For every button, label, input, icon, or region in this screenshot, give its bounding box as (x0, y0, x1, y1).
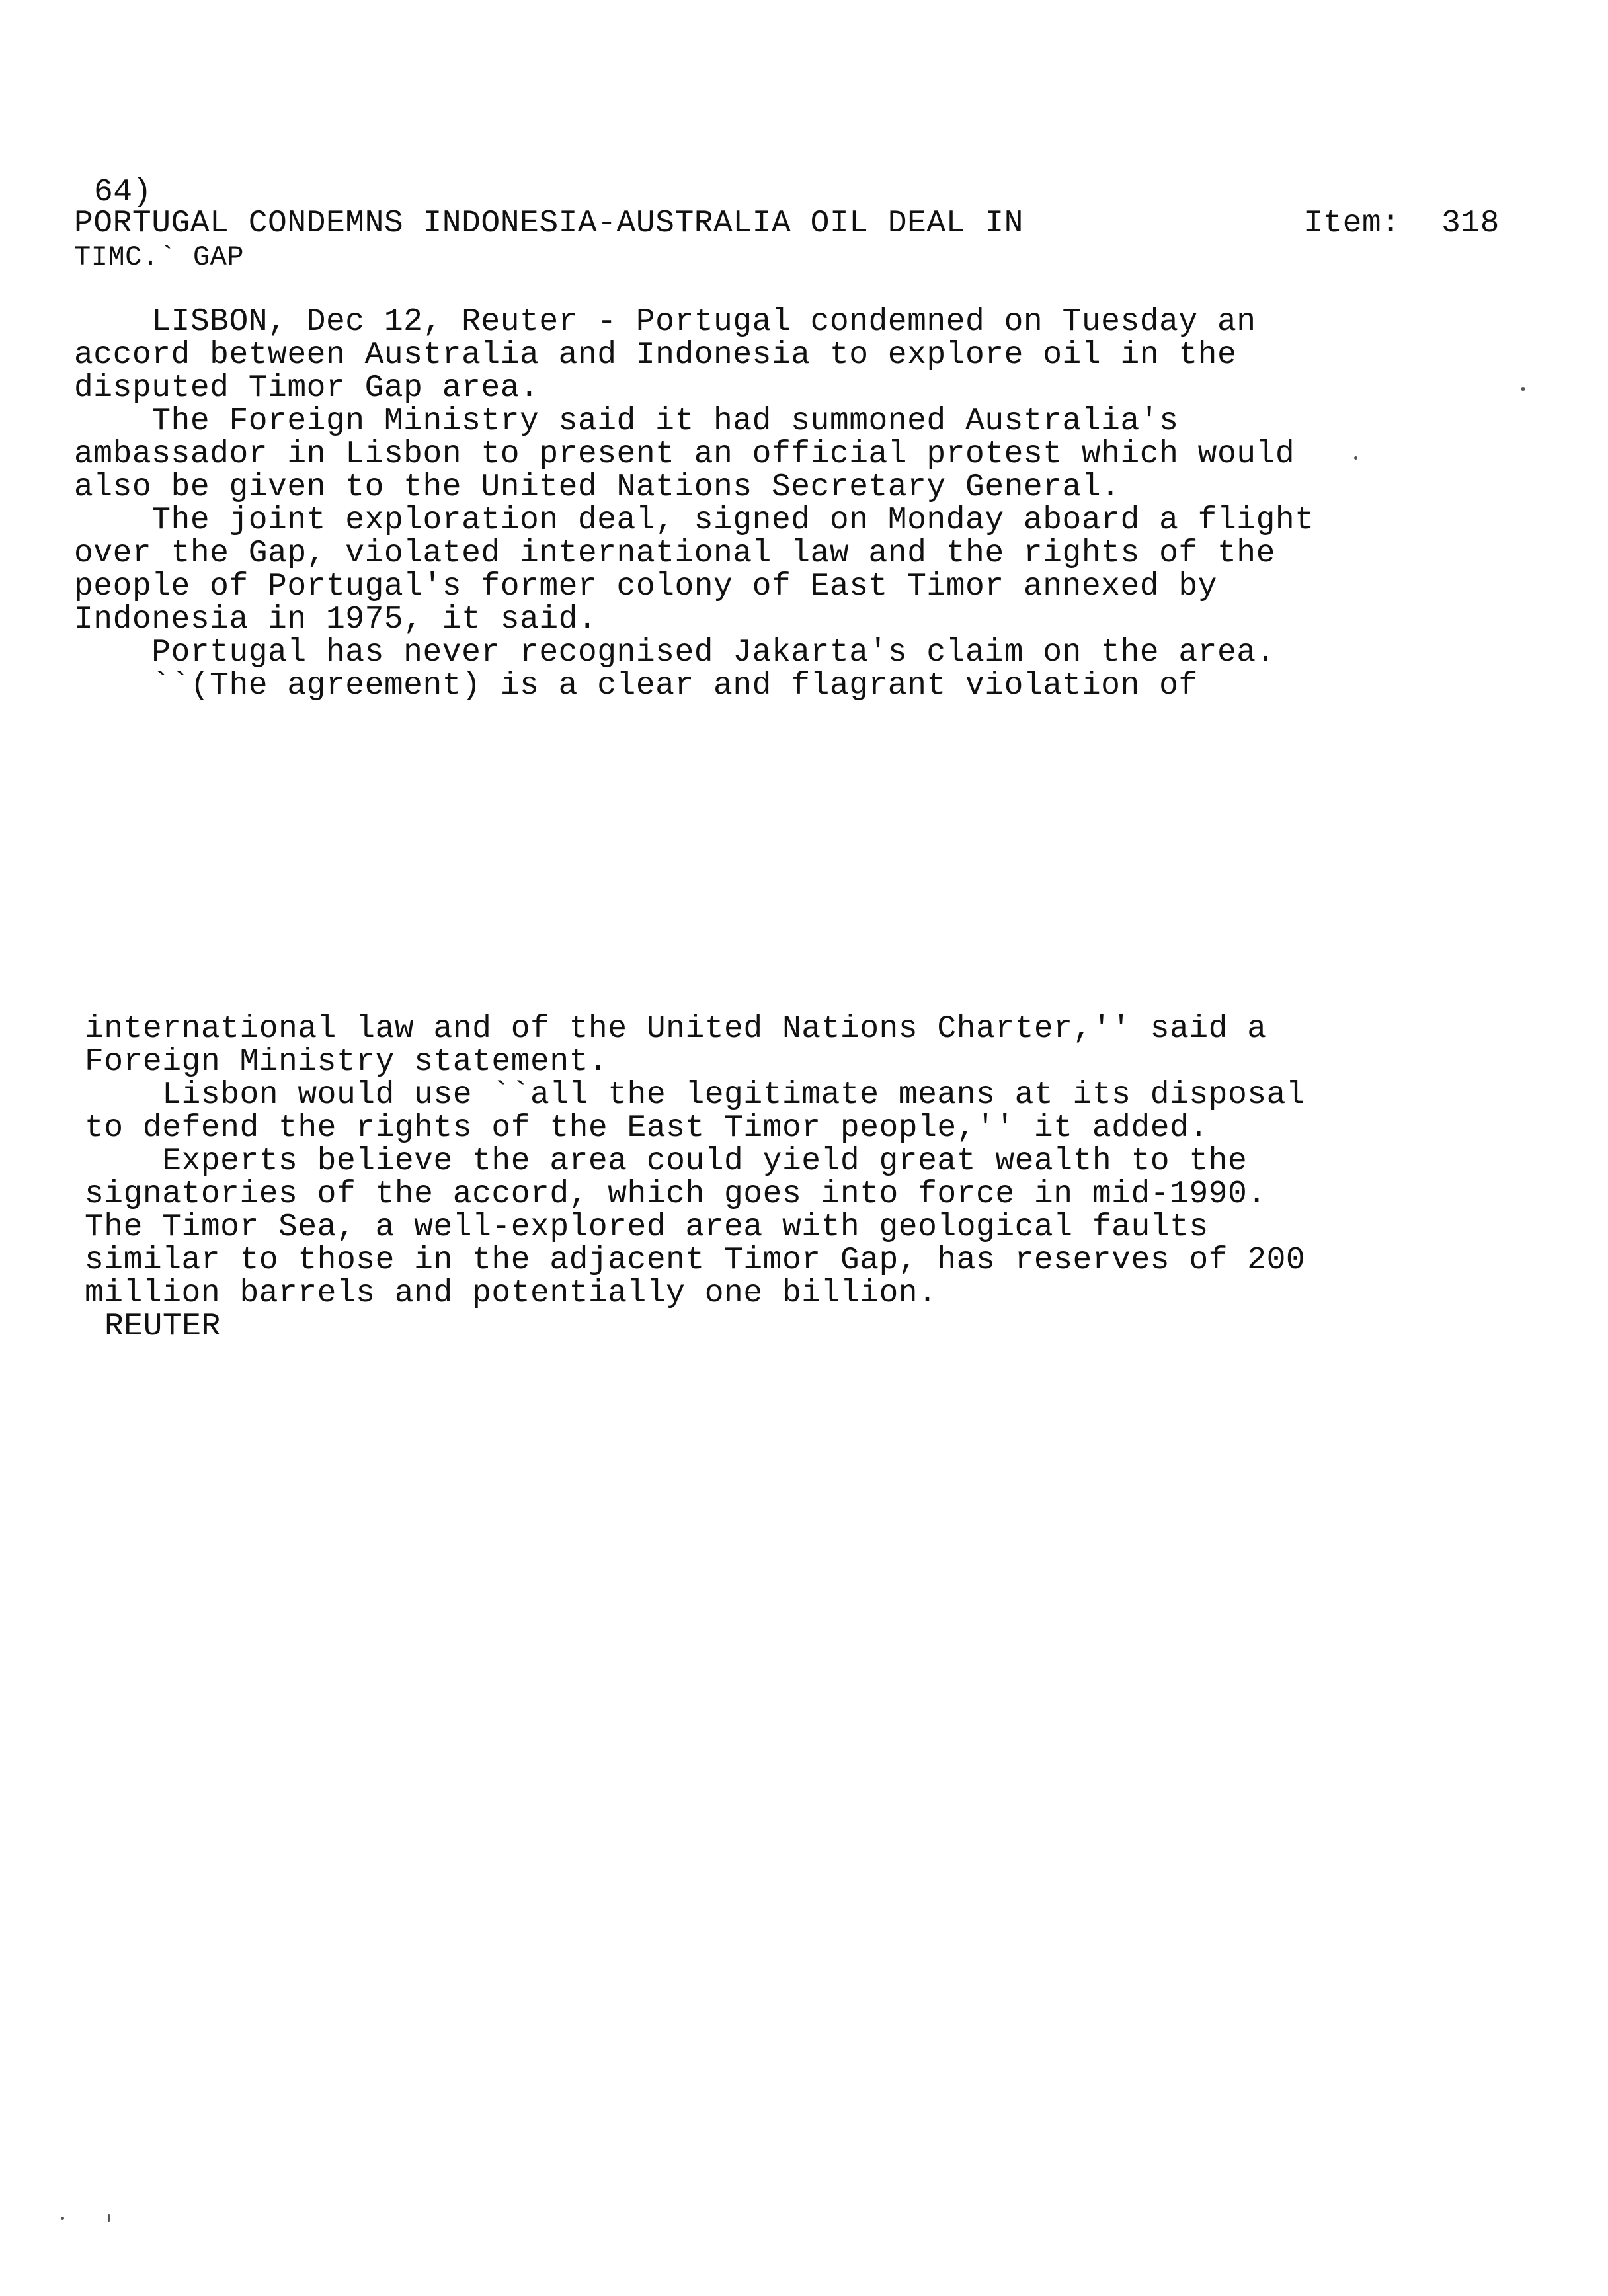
body-line: Portugal has never recognised Jakarta's claim on the area. (74, 635, 1275, 671)
body-line: Lisbon would use ``all the legitimate means at its disposal (85, 1077, 1306, 1113)
body-line: Indonesia in 1975, it said. (74, 602, 598, 637)
body-line: Foreign Ministry statement. (85, 1044, 608, 1080)
body-line: international law and of the United Nations Charter,'' said a (85, 1011, 1267, 1047)
scan-speck (108, 2214, 110, 2222)
item-label: Item: (1304, 206, 1401, 241)
body-line: people of Portugal's former colony of East Timor annexed by (74, 569, 1217, 604)
body-line: ambassador in Lisbon to present an official protest which would (74, 436, 1295, 472)
headline-line-2: TIMC.` GAP (74, 241, 245, 273)
body-line: The Timor Sea, a well-explored area with geological faults (85, 1210, 1209, 1245)
body-line: disputed Timor Gap area. (74, 370, 540, 406)
item-sequence-number: 64) (94, 175, 152, 210)
article-body-part-1 (74, 306, 1314, 702)
body-line: also be given to the United Nations Secretary General. (74, 470, 1121, 505)
body-line: over the Gap, violated international law and the rights of the (74, 536, 1275, 571)
body-line: The joint exploration deal, signed on Monday aboard a flight (74, 503, 1314, 538)
body-line: accord between Australia and Indonesia to explore oil in the (74, 337, 1237, 373)
body-line: LISBON, Dec 12, Reuter - Portugal condemned on Tuesday an (74, 304, 1256, 340)
article-body-part-2 (85, 1012, 1305, 1310)
headline-line-1: PORTUGAL CONDEMNS INDONESIA-AUSTRALIA OIL DEAL IN (74, 206, 1024, 241)
reuter-signoff: REUTER (104, 1309, 221, 1344)
scan-speck (1354, 456, 1357, 460)
body-line: ``(The agreement) is a clear and flagrant violation of (74, 668, 1198, 704)
body-line: to defend the rights of the East Timor people,'' it added. (85, 1110, 1209, 1146)
body-line: similar to those in the adjacent Timor Gap, has reserves of 200 (85, 1243, 1306, 1278)
body-line: The Foreign Ministry said it had summoned Australia's (74, 403, 1179, 439)
item-number: 318 (1441, 206, 1500, 241)
scan-speck (1521, 387, 1525, 391)
scan-speck (61, 2217, 64, 2220)
body-line: Experts believe the area could yield great wealth to the (85, 1143, 1248, 1179)
body-line: signatories of the accord, which goes into force in mid-1990. (85, 1176, 1267, 1212)
body-line: million barrels and potentially one billion. (85, 1276, 938, 1311)
